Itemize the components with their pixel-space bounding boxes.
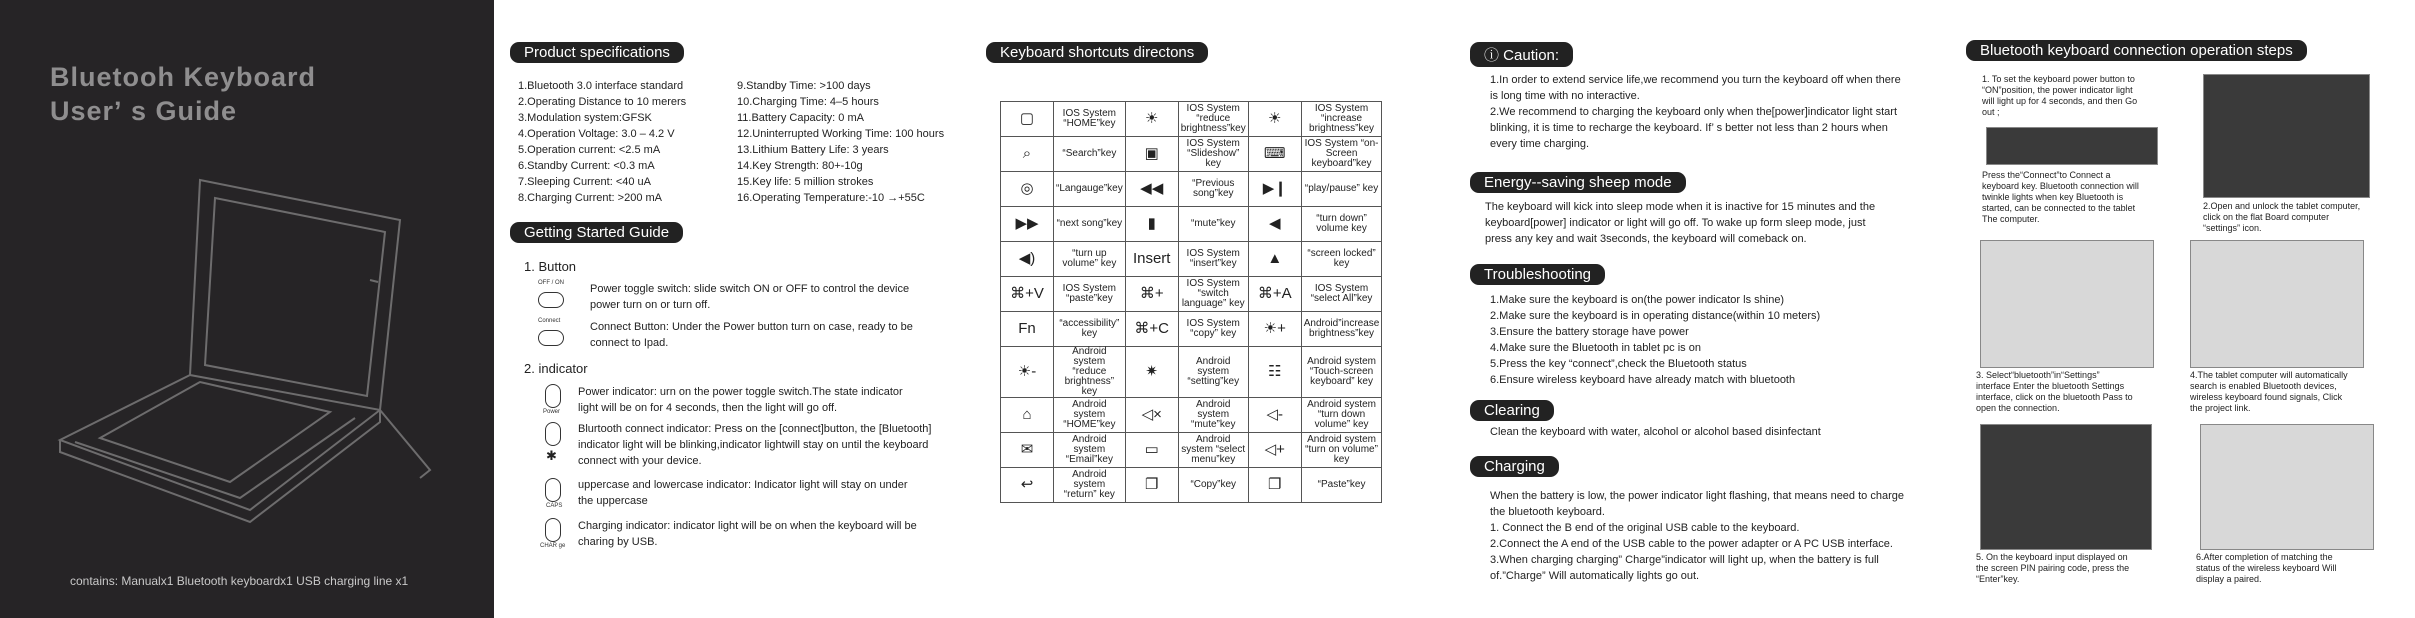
button-section-title: 1. Button (524, 259, 577, 274)
connect-button-text (590, 319, 913, 351)
shortcut-description: “Langauge”key (1054, 172, 1126, 207)
spec-item: 6.Standby Current: <0.3 mA (518, 160, 655, 172)
energy-line: press any key and wait 3seconds, the keyboard will comeback on. (1485, 233, 1807, 245)
keyboard-case-illustration (40, 160, 480, 560)
bluetooth-icon: ✱ (546, 448, 557, 463)
step-line: the project link. (2190, 403, 2251, 413)
shortcut-row (1001, 137, 1382, 172)
settings-screenshot (1980, 240, 2154, 368)
step-line: click on the flat Board computer (2203, 212, 2330, 222)
bluetooth-indicator-icon (545, 422, 561, 446)
step-line: interface, click on the bluetooth Pass to (1976, 392, 2133, 402)
connect-icon-label: Connect (538, 318, 561, 324)
shortcut-key-icon: ▣ (1125, 137, 1178, 172)
step5-text (1976, 552, 2129, 585)
shortcut-key-icon: ⌘+A (1248, 277, 1301, 312)
shortcut-key-icon: ❐ (1248, 468, 1301, 503)
power-toggle-line: Power toggle switch: slide switch ON or OFF to control the device (590, 283, 910, 295)
power-indicator-line: light will be on for 4 seconds, then the light will go off. (578, 402, 838, 414)
spec-item: 3.Modulation system:GFSK (518, 112, 652, 124)
caution-line: blinking, it is time to recharge the keyboard. If’ s better not less than 2 hours when (1490, 122, 1888, 134)
step-line: interface Enter the bluetooth Settings (1976, 381, 2125, 391)
shortcut-key-icon: ◀ (1248, 207, 1301, 242)
indicator-section-title: 2. indicator (524, 361, 588, 376)
shortcut-description: IOS System “select All”key (1301, 277, 1382, 312)
shortcut-description: Android system “turn on volume” key (1301, 433, 1382, 468)
step1-text (1982, 74, 2137, 118)
energy-heading: Energy--saving sheep mode (1470, 172, 1686, 193)
step-line: search is enabled Bluetooth devices, (2190, 381, 2337, 391)
tablet-home-screenshot (2203, 74, 2370, 198)
shortcut-key-icon: ☀ (1248, 102, 1301, 137)
shortcut-description: “Previous song”key (1178, 172, 1248, 207)
caution-text (1490, 72, 1901, 152)
device-search-screenshot (2190, 240, 2364, 368)
shortcut-description: Android system “mute”key (1178, 398, 1248, 433)
troubleshooting-item: 1.Make sure the keyboard is on(the power indicator ls shine) (1490, 294, 1785, 306)
shortcut-key-icon: ◎ (1001, 172, 1054, 207)
paired-screenshot (2200, 424, 2374, 550)
cover-title (50, 60, 316, 128)
step-line: Press the“Connect”to Connect a (1982, 170, 2111, 180)
shortcuts-heading: Keyboard shortcuts directons (986, 42, 1208, 63)
shortcut-key-icon: ⌨ (1248, 137, 1301, 172)
shortcut-row (1001, 312, 1382, 347)
info-icon: ⓘ (1484, 47, 1504, 64)
shortcut-key-icon: ⌘+ (1125, 277, 1178, 312)
caution-line: every time charging. (1490, 138, 1590, 150)
step-line: will light up for 4 seconds, and then Go (1982, 96, 2138, 106)
step-line: “settings” icon. (2203, 223, 2262, 233)
shortcut-row (1001, 433, 1382, 468)
step3-text (1976, 370, 2133, 414)
charge-indicator-text (578, 518, 917, 550)
shortcut-row (1001, 172, 1382, 207)
shortcut-key-icon: ↩ (1001, 468, 1054, 503)
shortcuts-table (1000, 101, 1382, 503)
step-line: 3. Select“bluetooth”in“Settings” (1976, 370, 2100, 380)
shortcut-description: “Paste”key (1301, 468, 1382, 503)
caps-indicator-line: uppercase and lowercase indicator: Indicator light will stay on under (578, 479, 908, 491)
spec-item: 4.Operation Voltage: 3.0 – 4.2 V (518, 128, 675, 140)
energy-text (1485, 199, 1875, 247)
cover-panel (0, 0, 494, 618)
step-line: wireless keyboard found signals, Click (2190, 392, 2343, 402)
specs-left-list (518, 78, 686, 206)
shortcut-description: “Copy”key (1178, 468, 1248, 503)
shortcut-description: Android system “setting”key (1178, 347, 1248, 398)
spec-item: 8.Charging Current: >200 mA (518, 192, 662, 204)
shortcut-description: IOS System “switch language” key (1178, 277, 1248, 312)
shortcut-description: Android system “reduce brightness” key (1054, 347, 1126, 398)
switch-shape (538, 292, 564, 308)
shortcut-row (1001, 398, 1382, 433)
spec-item: 10.Charging Time: 4–5 hours (737, 96, 879, 108)
shortcut-row (1001, 102, 1382, 137)
shortcut-key-icon: ❐ (1125, 468, 1178, 503)
shortcut-description: Android system “select menu”key (1178, 433, 1248, 468)
shortcut-key-icon: ◁× (1125, 398, 1178, 433)
package-contents: contains: Manualx1 Bluetooth keyboardx1 USB charging line x1 (70, 574, 409, 588)
power-toggle-text (590, 281, 909, 313)
step-line: 5. On the keyboard input displayed on (1976, 552, 2128, 562)
shortcut-description: Android system “turn down volume” key (1301, 398, 1382, 433)
clearing-text: Clean the keyboard with water, alcohol or alcohol based disinfectant (1490, 426, 1821, 438)
shortcut-key-icon: Insert (1125, 242, 1178, 277)
clearing-heading: Clearing (1470, 400, 1554, 421)
charging-line: 2.Connect the A end of the USB cable to the power adapter or A PC USB interface. (1490, 538, 1893, 550)
power-switch-icon (536, 280, 566, 314)
spec-item: 11.Battery Capacity: 0 mA (737, 112, 864, 124)
shortcut-row (1001, 277, 1382, 312)
troubleshooting-item: 3.Ensure the battery storage have power (1490, 326, 1689, 338)
power-toggle-line: power turn on or turn off. (590, 299, 711, 311)
spec-item: 9.Standby Time: >100 days (737, 80, 871, 92)
step-line: open the connection. (1976, 403, 2060, 413)
step-line: the screen PIN pairing code, press the (1976, 563, 2130, 573)
shortcut-key-icon: ▶❙ (1248, 172, 1301, 207)
caps-indicator-icon (545, 478, 561, 502)
shortcut-key-icon: ▢ (1001, 102, 1054, 137)
shortcut-description: “mute”key (1178, 207, 1248, 242)
step6-text (2196, 552, 2337, 585)
shortcut-row (1001, 347, 1382, 398)
shortcut-key-icon: ⌘+V (1001, 277, 1054, 312)
power-icon-label: OFF / ON (538, 280, 564, 286)
shortcut-key-icon: ▭ (1125, 433, 1178, 468)
spec-item: 2.Operating Distance to 10 merers (518, 96, 687, 108)
shortcut-description: “turn up volume” key (1054, 242, 1126, 277)
power-indicator-label: Power (543, 409, 561, 415)
shortcut-key-icon: ◁+ (1248, 433, 1301, 468)
shortcut-row (1001, 207, 1382, 242)
shortcut-key-icon: ▲ (1248, 242, 1301, 277)
specs-heading: Product specifications (510, 42, 684, 63)
step-line: 1. To set the keyboard power button to (1982, 74, 2135, 84)
shortcut-row (1001, 242, 1382, 277)
caps-indicator-label: CAPS (546, 503, 563, 509)
troubleshooting-item: 6.Ensure wireless keyboard have already match with bluetooth (1490, 374, 1796, 386)
shortcut-description: “turn down” volume key (1301, 207, 1382, 242)
shortcut-key-icon: ☀ (1125, 102, 1178, 137)
connect-button-line: connect to Ipad. (590, 337, 669, 349)
guide-heading: Getting Started Guide (510, 222, 683, 243)
caution-line: 2.We recommend to charging the keyboard only when the[power]indicator light start (1490, 106, 1898, 118)
pin-pairing-screenshot (1980, 424, 2152, 550)
bluetooth-indicator-line: indicator light will be blinking,indicator lightwill stay on until the keyboard (578, 439, 929, 451)
shortcut-key-icon: ◁- (1248, 398, 1301, 433)
step-line: twinkle lights when key Bluetooth is (1982, 192, 2124, 202)
bluetooth-indicator-line: Blurtooth connect indicator: Press on the [connect]button, the [Bluetooth] (578, 423, 932, 435)
shortcut-row (1001, 468, 1382, 503)
cover-title-line2: Userʼ s Guide (50, 96, 238, 126)
step-line: status of the wireless keyboard Will (2196, 563, 2337, 573)
shortcut-description: Android system “HOME”key (1054, 398, 1126, 433)
steps-heading: Bluetooth keyboard connection operation steps (1966, 40, 2307, 61)
shortcut-description: “screen locked” key (1301, 242, 1382, 277)
connect-button-icon (536, 318, 566, 352)
spec-item: 12.Uninterrupted Working Time: 100 hours (737, 128, 945, 140)
shortcut-description: Android system “Touch-screen keyboard” key (1301, 347, 1382, 398)
cover-title-line1: Bluetooh Keyboard (50, 62, 317, 92)
shortcut-key-icon: ☷ (1248, 347, 1301, 398)
step-line: started, can be connected to the tablet (1982, 203, 2136, 213)
charging-line: of.”Charge” Will automatically lights go out. (1490, 570, 1700, 582)
shortcut-description: Android system “Email”key (1054, 433, 1126, 468)
shortcut-key-icon: ◀) (1001, 242, 1054, 277)
troubleshooting-item: 5.Press the key “connect”,check the Bluetooth status (1490, 358, 1747, 370)
spec-item: 1.Bluetooth 3.0 interface standard (518, 80, 684, 92)
bluetooth-indicator-text (578, 421, 931, 469)
shortcut-description: “Search”key (1054, 137, 1126, 172)
energy-line: The keyboard will kick into sleep mode when it is inactive for 15 minutes and the (1485, 201, 1876, 213)
charging-line: When the battery is low, the power indicator light flashing, that means need to charge (1490, 490, 1904, 502)
power-indicator-icon (545, 384, 561, 408)
keyboard-photo (1986, 127, 2158, 165)
step-line: 2.Open and unlock the tablet computer, (2203, 201, 2361, 211)
shortcut-description: IOS System “increase brightness”key (1301, 102, 1382, 137)
charging-line: the bluetooth keyboard. (1490, 506, 1605, 518)
shortcut-key-icon: ◀◀ (1125, 172, 1178, 207)
shortcut-key-icon: Fn (1001, 312, 1054, 347)
charge-indicator-icon (545, 518, 561, 542)
spec-item: 16.Operating Temperature:-10 →+55C (737, 192, 925, 204)
shortcut-description: IOS System “on-Screen keyboard”key (1301, 137, 1382, 172)
step-line: “ON”position, the power indicator light (1982, 85, 2133, 95)
step-line: 6.After completion of matching the (2196, 552, 2333, 562)
bluetooth-indicator-line: connect with your device. (578, 455, 702, 467)
shortcut-key-icon: ☀+ (1248, 312, 1301, 347)
shortcut-description: IOS System “HOME”key (1054, 102, 1126, 137)
shortcut-description: IOS System “copy” key (1178, 312, 1248, 347)
charging-line: 1. Connect the B end of the original USB cable to the keyboard. (1490, 522, 1800, 534)
spec-item: 5.Operation current: <2.5 mA (518, 144, 661, 156)
charge-indicator-line: charing by USB. (578, 536, 658, 548)
shortcut-description: “next song”key (1054, 207, 1126, 242)
step-line: keyboard key. Bluetooth connection will (1982, 181, 2139, 191)
shortcut-key-icon: ▮ (1125, 207, 1178, 242)
step-line: out ; (1982, 107, 2000, 117)
step-line: display a paired. (2196, 574, 2262, 584)
troubleshooting-item: 4.Make sure the Bluetooth in tablet pc is on (1490, 342, 1701, 354)
step-line: “Enter”key. (1976, 574, 2020, 584)
step2-text (2203, 201, 2360, 234)
shortcut-description: IOS System “insert”key (1178, 242, 1248, 277)
shortcut-description: “accessibility” key (1054, 312, 1126, 347)
shortcut-description: IOS System “paste”key (1054, 277, 1126, 312)
energy-line: keyboard[power] indicator or light will go off. To wake up form sleep mode, just (1485, 217, 1866, 229)
shortcut-description: Android system “return” key (1054, 468, 1126, 503)
caution-heading-text: Caution: (1503, 47, 1560, 64)
shortcut-description: IOS System “Slideshow” key (1178, 137, 1248, 172)
shortcut-key-icon: ⌕ (1001, 137, 1054, 172)
caps-indicator-text (578, 477, 908, 509)
caps-indicator-line: the uppercase (578, 495, 648, 507)
step1b-text (1982, 170, 2139, 225)
spec-item: 13.Lithium Battery Life: 3 years (737, 144, 889, 156)
specs-right-list (737, 78, 944, 206)
troubleshooting-heading: Troubleshooting (1470, 264, 1605, 285)
spec-item: 15.Key life: 5 million strokes (737, 176, 874, 188)
shortcut-key-icon: ☀- (1001, 347, 1054, 398)
shortcut-key-icon: ✉ (1001, 433, 1054, 468)
shortcut-key-icon: ⌂ (1001, 398, 1054, 433)
connect-button-line: Connect Button: Under the Power button turn on case, ready to be (590, 321, 913, 333)
charging-line: 3.When charging charging” Charge”indicator will light up, when the battery is full (1490, 554, 1879, 566)
spec-item: 14.Key Strength: 80+-10g (737, 160, 863, 172)
caution-line: is long time with no interactive. (1490, 90, 1640, 102)
troubleshooting-item: 2.Make sure the keyboard is in operating distance(within 10 meters) (1490, 310, 1821, 322)
charge-indicator-label: CHAR ge (540, 543, 566, 549)
shortcut-key-icon: ✷ (1125, 347, 1178, 398)
power-indicator-text (578, 384, 903, 416)
troubleshooting-list (1490, 292, 1820, 388)
step4-text (2190, 370, 2348, 414)
shortcut-key-icon: ⌘+C (1125, 312, 1178, 347)
charging-text (1490, 488, 1904, 584)
step-line: 4.The tablet computer will automatically (2190, 370, 2348, 380)
caution-heading (1470, 42, 1573, 67)
shortcut-description: Android”increase brightness”key (1301, 312, 1382, 347)
shortcut-description: “play/pause” key (1301, 172, 1382, 207)
charge-indicator-line: Charging indicator: indicator light will be on when the keyboard will be (578, 520, 917, 532)
charging-heading: Charging (1470, 456, 1559, 477)
caution-line: 1.In order to extend service life,we recommend you turn the keyboard off when there (1490, 74, 1901, 86)
shortcut-description: IOS System “reduce brightness”key (1178, 102, 1248, 137)
connect-shape (538, 330, 564, 346)
step-line: The computer. (1982, 214, 2040, 224)
spec-item: 7.Sleeping Current: <40 uA (518, 176, 652, 188)
power-indicator-line: Power indicator: urn on the power toggle switch.The state indicator (578, 386, 903, 398)
shortcut-key-icon: ▶▶ (1001, 207, 1054, 242)
